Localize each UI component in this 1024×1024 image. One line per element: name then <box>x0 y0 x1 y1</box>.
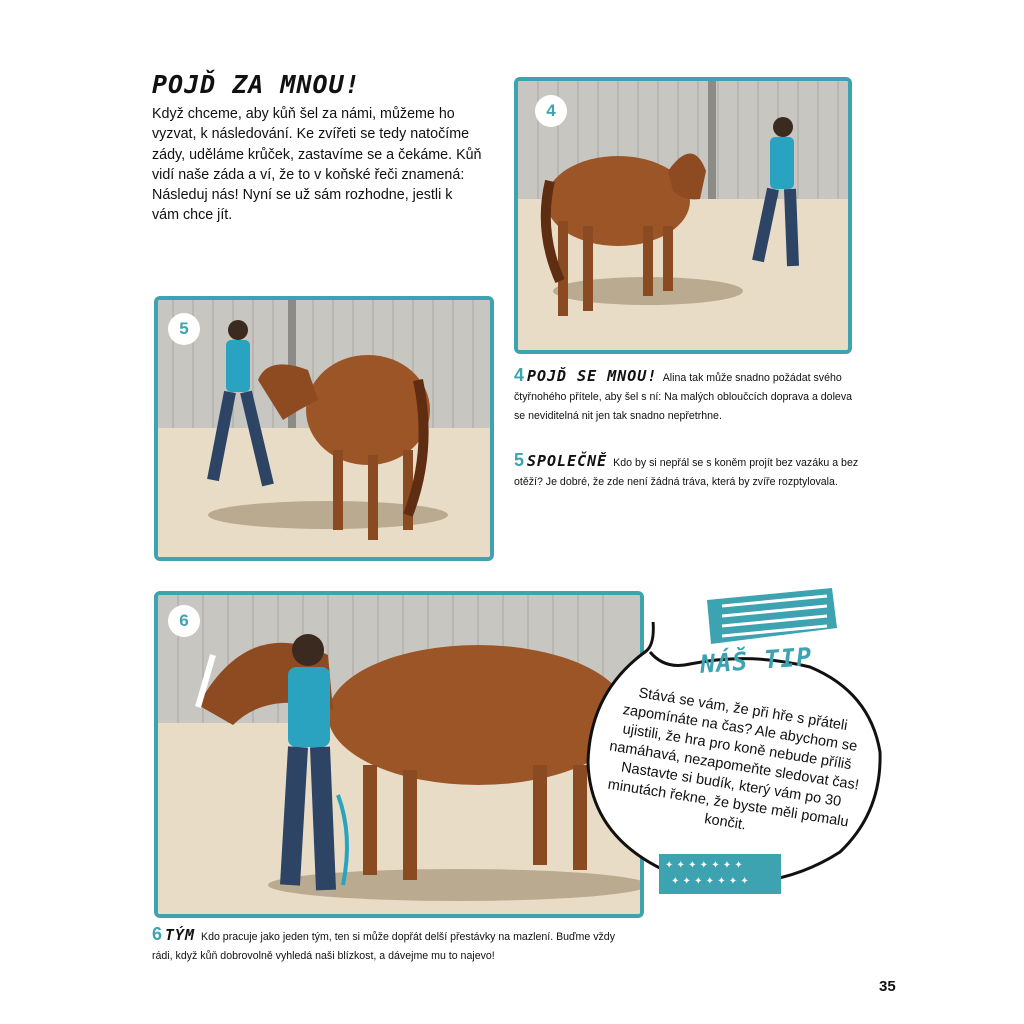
tip-tape-top <box>707 588 837 644</box>
photo-6-image <box>158 595 640 914</box>
svg-text:✦ ✦ ✦ ✦ ✦ ✦ ✦: ✦ ✦ ✦ ✦ ✦ ✦ ✦ <box>665 860 743 871</box>
tip-title: NÁŠ TIP <box>699 642 814 679</box>
caption-4-heading: POJĎ SE MNOU! <box>526 367 658 385</box>
caption-6-number: 6 <box>152 924 163 944</box>
svg-text:✦ ✦ ✦ ✦ ✦ ✦ ✦: ✦ ✦ ✦ ✦ ✦ ✦ ✦ <box>671 876 749 887</box>
caption-4-number: 4 <box>514 365 525 385</box>
caption-6-text: Kdo pracuje jako jeden tým, ten si může dopřát delší přestávky na mazlení. Buďme vždy rádi, když kůň dobrovolně vyhledá naši blízkost, a dávejme mu to najevo! <box>152 931 615 962</box>
caption-5 <box>514 451 859 492</box>
intro-paragraph: Když chceme, aby kůň šel za námi, můžeme ho vyzvat, k následování. Ke zvířeti se tedy natočíme zády, uděláme krůček, zastavíme se a čekáme. Kůň vidí naše záda a ví, že to v koňské řeči znamená: Následuj nás! Nyní se už sám rozhodne, jestli k vám chce jít. <box>152 106 482 224</box>
tip-text: Stává se vám, že při hře s přáteli zapomínáte na čas? Ale abychom se ujistili, že hra pro koně nebude příliš namáhavá, nezapomeňte sledovat čas! Nastavte si budík, který vám po 30 minutách řekne, že byste měli pomalu končit. <box>606 685 860 834</box>
page-number: 35 <box>879 978 896 995</box>
caption-5-heading: SPOLEČNĚ <box>526 452 608 470</box>
caption-6-heading: TÝM <box>164 926 196 944</box>
photo-5 <box>154 296 494 561</box>
photo-5-image <box>158 300 490 557</box>
caption-5-number: 5 <box>514 450 525 470</box>
caption-6 <box>152 925 622 966</box>
photo-4 <box>514 77 852 354</box>
photo-6-number: 6 <box>168 605 200 637</box>
photo-5-number: 5 <box>168 313 200 345</box>
tip-tape-bottom <box>659 854 781 894</box>
caption-5-text: Kdo by si nepřál se s koněm projít bez vazáku a bez otěží? Je dobré, že zde není žádná tráva, která by zvíře rozptylovala. <box>514 457 859 488</box>
page-title: POJĎ ZA MNOU! <box>152 70 361 99</box>
caption-4 <box>514 366 854 426</box>
photo-4-number: 4 <box>535 95 567 127</box>
photo-4-image <box>518 81 848 350</box>
caption-4-text: Alina tak může snadno požádat svého čtyřnohého přítele, aby šel s ní: Na malých obloučcích doprava a doleva se neviditelná nit jen tak snadno nepřetrhne. <box>514 372 853 422</box>
